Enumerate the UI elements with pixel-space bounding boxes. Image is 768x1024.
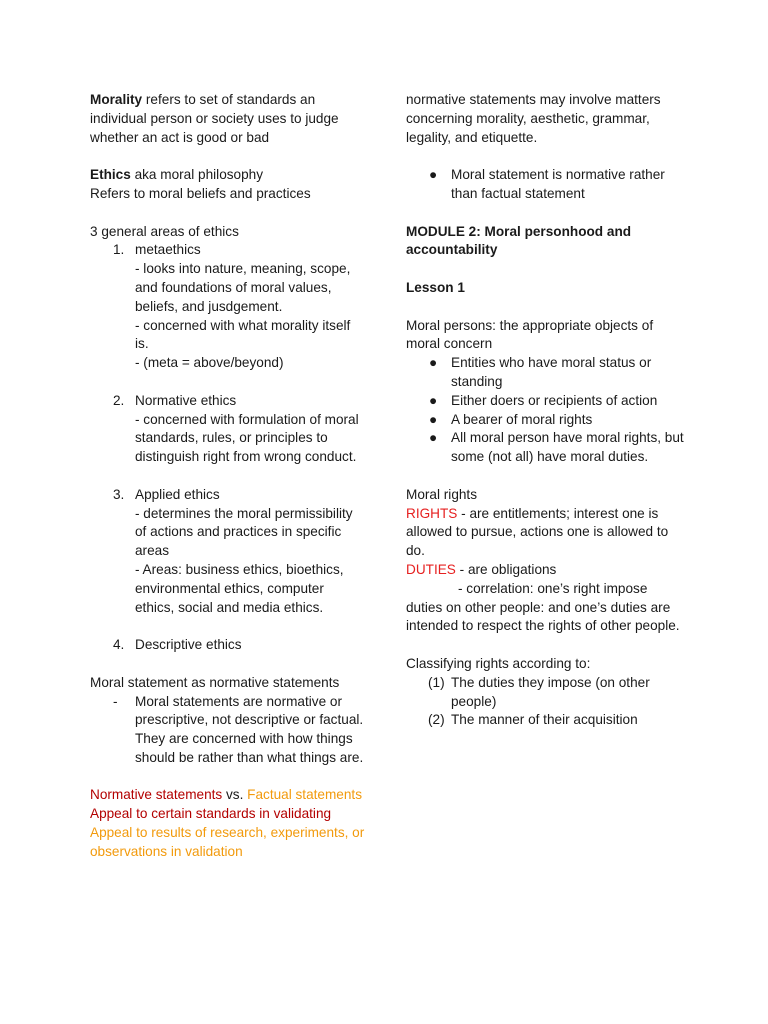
moral-statement-item [90, 693, 365, 768]
classifying-number: (1) [428, 674, 445, 690]
classifying-item [406, 674, 686, 712]
rights-definition: - are entitlements; interest one is allowed to pursue, actions one is allowed to do. [406, 505, 669, 559]
normative-matters: normative statements may involve matters concerning morality, aesthetic, grammar, legality, and etiquette. [406, 92, 661, 145]
person-bullet-text: Entities who have moral status or standing [451, 355, 652, 389]
moral-persons: Moral persons: the appropriate objects of moral concern [406, 317, 654, 352]
person-bullet [406, 411, 686, 430]
area-line: - (meta = above/beyond) [135, 355, 284, 371]
area-number: 3. [113, 486, 125, 502]
person-bullet [406, 392, 686, 411]
dash-marker: - [113, 693, 118, 709]
area-title: Normative ethics [135, 392, 237, 408]
classifying-heading: Classifying rights according to: [406, 655, 591, 671]
area-title: Descriptive ethics [135, 637, 242, 653]
area-line: - Areas: business ethics, bioethics, environmental ethics, computer ethics, social and media ethics. [135, 561, 344, 615]
bullet-item [406, 166, 686, 204]
moral-statement-text: Moral statements are normative or prescriptive, not descriptive or factual. They are concerned with how things should be rather than what things are. [135, 693, 364, 765]
factual-statements-label: Factual statements [247, 787, 362, 803]
area-title: Applied ethics [135, 486, 220, 502]
classifying-item [406, 711, 686, 730]
classifying-text: The duties they impose (on other people) [451, 674, 650, 709]
rights-term: RIGHTS [406, 505, 458, 521]
area-number: 1. [113, 242, 125, 258]
ethics-term: Ethics [90, 167, 131, 183]
normative-statements-label: Normative statements [90, 787, 223, 803]
lesson-heading [406, 279, 686, 298]
morality-paragraph [90, 91, 365, 147]
correlation-first-line: - correlation: one’s right impose [458, 580, 648, 596]
bullet-icon: ● [429, 392, 438, 408]
area-number: 4. [113, 637, 125, 653]
bullet-icon: ● [429, 355, 438, 371]
ethics-aka: aka moral philosophy [130, 167, 264, 183]
bullet-text: Moral statement is normative rather than factual statement [451, 167, 665, 201]
correlation-rest: duties on other people: and one’s duties are intended to respect the rights of other people. [406, 599, 680, 634]
area-number: 2. [113, 392, 125, 408]
duties-line [406, 561, 686, 580]
morality-definition: refers to set of standards an individual person or society uses to judge whether an act is good or bad [90, 92, 339, 145]
area-item-normative [90, 392, 365, 467]
area-item-applied [90, 486, 365, 618]
area-line: - determines the moral permissibility of actions and practices in specific areas [135, 505, 353, 559]
bullet-icon: ● [429, 167, 438, 183]
left-column [90, 91, 365, 862]
area-item-descriptive [90, 636, 365, 655]
ethics-line [90, 166, 365, 185]
areas-intro: 3 general areas of ethics [90, 223, 239, 239]
moral-statement-heading: Moral statement as normative statements [90, 674, 340, 690]
person-bullet [406, 354, 686, 392]
area-item-metaethics [90, 241, 365, 373]
area-line: - concerned with formulation of moral standards, rules, or principles to distinguish right from wrong conduct. [135, 411, 359, 465]
morality-term: Morality [90, 92, 143, 107]
appeal-standards: Appeal to certain standards in validating [90, 806, 332, 822]
classifying-number: (2) [428, 712, 445, 728]
module-heading [406, 223, 686, 261]
area-line: - concerned with what morality itself is. [135, 317, 351, 352]
rights-paragraph [406, 505, 686, 561]
person-bullet-text: A bearer of moral rights [451, 411, 593, 427]
right-column [406, 91, 686, 730]
person-bullet-text: All moral person have moral rights, but some (not all) have moral duties. [451, 430, 684, 465]
bullet-icon: ● [429, 411, 438, 427]
ethics-refers: Refers to moral beliefs and practices [90, 185, 311, 201]
duties-term: DUTIES [406, 561, 456, 577]
vs-line [90, 786, 365, 805]
moral-rights-heading: Moral rights [406, 486, 478, 502]
area-title: metaethics [135, 242, 201, 258]
person-bullet-text: Either doers or recipients of action [451, 392, 658, 408]
module-heading-text: MODULE 2: Moral personhood and accountability [406, 223, 632, 258]
area-line: - looks into nature, meaning, scope, and foundations of moral values, beliefs, and jusdgement. [135, 261, 351, 314]
appeal-research: Appeal to results of research, experiments, or observations in validation [90, 825, 365, 859]
vs-word: vs. [222, 787, 248, 803]
duties-definition: - are obligations [455, 561, 557, 577]
classifying-text: The manner of their acquisition [451, 712, 638, 728]
person-bullet [406, 429, 686, 467]
lesson-heading-text: Lesson 1 [406, 279, 465, 295]
bullet-icon: ● [429, 430, 438, 446]
